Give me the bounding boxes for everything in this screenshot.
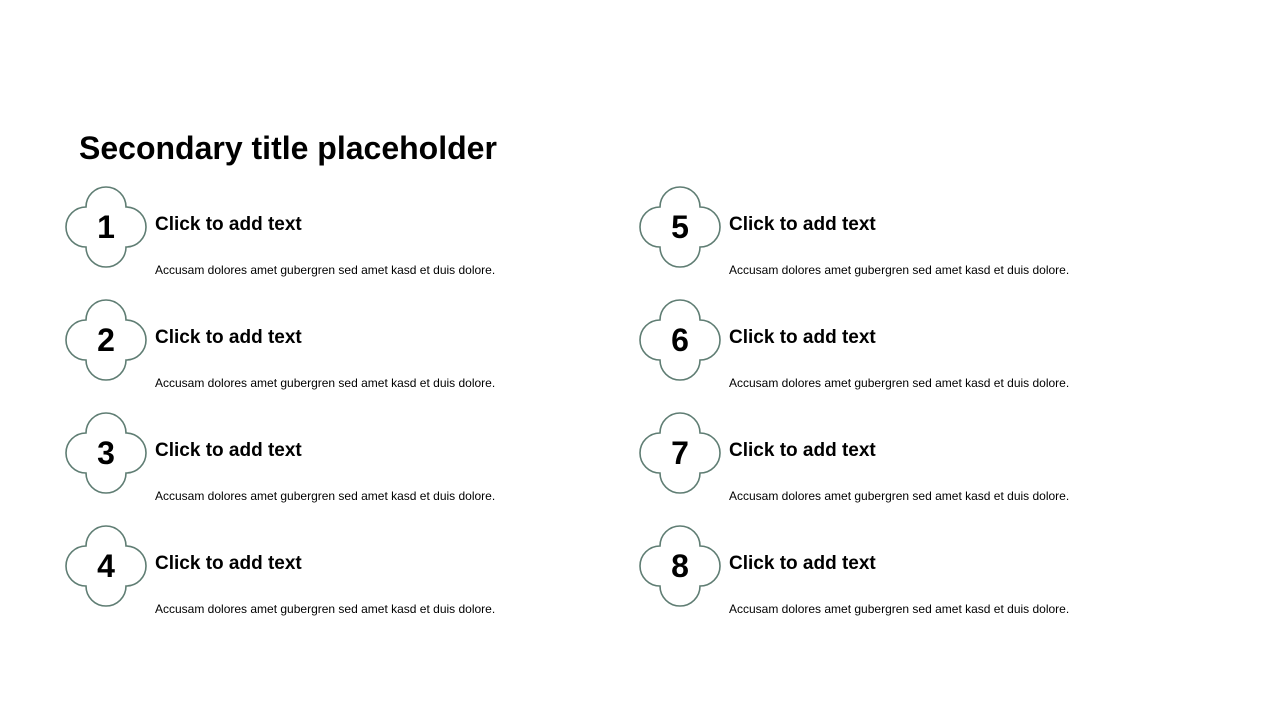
item-body[interactable]: Accusam dolores amet gubergren sed amet kasd et duis dolore. <box>729 376 1070 390</box>
item-body[interactable]: Accusam dolores amet gubergren sed amet kasd et duis dolore. <box>729 263 1070 277</box>
number-badge <box>642 415 718 491</box>
item-body[interactable]: Accusam dolores amet gubergren sed amet kasd et duis dolore. <box>729 602 1070 616</box>
item-body[interactable]: Accusam dolores amet gubergren sed amet kasd et duis dolore. <box>155 489 496 503</box>
number-badge <box>642 528 718 604</box>
list-item-6 <box>642 302 1202 390</box>
item-heading[interactable]: Click to add text <box>155 553 302 574</box>
list-item-7 <box>642 415 1202 503</box>
item-body[interactable]: Accusam dolores amet gubergren sed amet kasd et duis dolore. <box>155 376 496 390</box>
number-badge <box>68 189 144 265</box>
item-number: 7 <box>671 435 689 471</box>
item-number: 2 <box>97 322 115 358</box>
item-number: 1 <box>97 209 115 245</box>
item-body[interactable]: Accusam dolores amet gubergren sed amet kasd et duis dolore. <box>729 489 1070 503</box>
item-body[interactable]: Accusam dolores amet gubergren sed amet kasd et duis dolore. <box>155 263 496 277</box>
list-item-5 <box>642 189 1202 277</box>
number-badge <box>68 528 144 604</box>
item-number: 5 <box>671 209 689 245</box>
number-badge <box>68 415 144 491</box>
item-heading[interactable]: Click to add text <box>729 214 876 235</box>
number-badge <box>642 302 718 378</box>
item-heading[interactable]: Click to add text <box>729 553 876 574</box>
item-number: 3 <box>97 435 115 471</box>
item-number: 4 <box>97 548 115 584</box>
list-item-2 <box>68 302 628 390</box>
item-number: 8 <box>671 548 689 584</box>
item-body[interactable]: Accusam dolores amet gubergren sed amet kasd et duis dolore. <box>155 602 496 616</box>
item-heading[interactable]: Click to add text <box>155 214 302 235</box>
item-heading[interactable]: Click to add text <box>729 440 876 461</box>
item-number: 6 <box>671 322 689 358</box>
list-item-8 <box>642 528 1202 616</box>
list-item-3 <box>68 415 628 503</box>
item-heading[interactable]: Click to add text <box>729 327 876 348</box>
list-item-4 <box>68 528 628 616</box>
item-heading[interactable]: Click to add text <box>155 440 302 461</box>
list-item-1 <box>68 189 628 277</box>
slide-title[interactable]: Secondary title placeholder <box>79 130 497 166</box>
number-badge <box>68 302 144 378</box>
number-badge <box>642 189 718 265</box>
item-heading[interactable]: Click to add text <box>155 327 302 348</box>
